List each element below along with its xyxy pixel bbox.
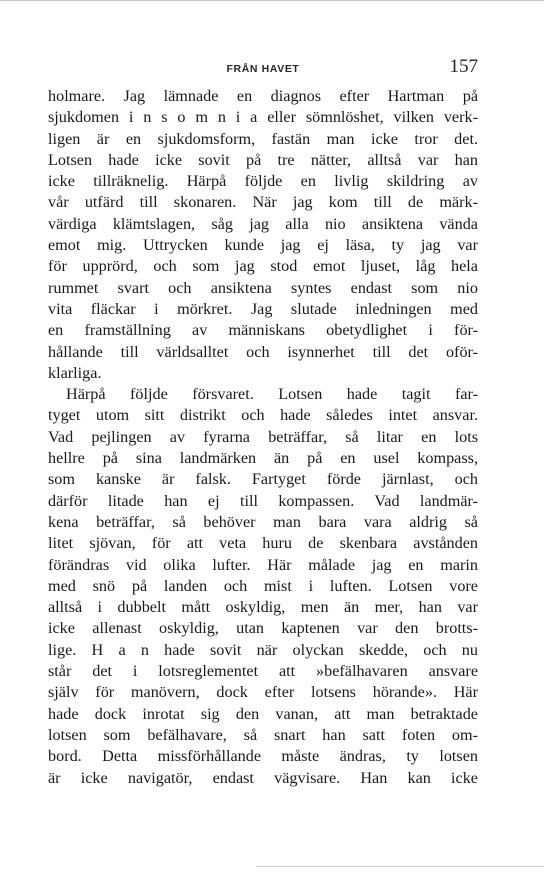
text-line: som kanske är falsk. Fartyget förde järnlast, och (48, 470, 478, 489)
text-line: emot mig. Uttrycken kunde jag ej läsa, ty jag var (48, 236, 478, 255)
running-head: FRÅN HAVET (226, 63, 300, 75)
text-line: hellre på sina landmärken än på en usel kompass, (48, 449, 478, 468)
text-line: ligen är en sjukdomsform, fastän man icke tror det. (48, 129, 478, 148)
text-line: vår utfärd till skonaren. När jag kom till de märk- (48, 193, 478, 212)
text-line: icke tillräknelig. Härpå följde en livlig skildring av (48, 172, 478, 191)
text-line: holmare. Jag lämnade en diagnos efter Hartman på (48, 87, 478, 105)
text-line: bord. Detta missförhållande måste ändras, ty lotsen (48, 747, 478, 766)
text-line: rummet svart och ansiktena syntes endast som nio (48, 278, 478, 297)
text-line: hade dock inrotat sig den vanan, att man betraktade (48, 704, 478, 723)
text-line: därför litade han ej till kompassen. Vad landmär- (48, 491, 478, 510)
text-line: lige. H a n hade sovit när olyckan skedde, och nu (48, 640, 478, 659)
text-line: förändras vid olika lufter. Här målade jag en marin (48, 555, 478, 574)
text-line: litet sjövan, för att veta huru de skenbara avstånden (48, 534, 478, 553)
text-line: lotsen som befälhavare, så snart han satt foten om- (48, 725, 478, 744)
page-number: 157 (449, 56, 478, 77)
text-line: vita fläckar i mörkret. Jag slutade inledningen med (48, 299, 478, 318)
text-line: är icke navigatör, endast vägvisare. Han kan icke (48, 768, 478, 787)
text-line-paragraph-start: Härpå följde försvaret. Lotsen hade tagit far- (66, 385, 478, 404)
text-line: kena beträffar, så behöver man bara vara aldrig så (48, 512, 478, 531)
text-line: med snö på landen och mist i luften. Lotsen vore (48, 576, 478, 595)
top-edge-rule (0, 0, 544, 1)
text-line: sjukdomen i n s o m n i a eller sömnlöshet, vilken verk- (48, 108, 478, 127)
text-line: hållande till världsalltet och isynnerhet till det oför- (48, 342, 478, 361)
text-line: själv för manövern, dock efter lotsens hörande». Här (48, 683, 478, 702)
text-line: klarliga. (48, 363, 102, 382)
text-line: för upprörd, och som jag stod emot ljuset, låg hela (48, 257, 478, 276)
text-line: tyget utom sitt distrikt och hade således intet ansvar. (48, 406, 478, 425)
bottom-edge-rule (256, 866, 544, 867)
text-line: alltså i dubbelt mått oskyldig, men än mer, han var (48, 598, 478, 617)
page-header (48, 56, 478, 80)
text-line: Lotsen hade icke sovit på tre nätter, alltså var han (48, 150, 478, 169)
text-line: Vad pejlingen av fyrarna beträffar, så litar en lots (48, 427, 478, 446)
text-line: en framställning av människans obetydlighet i för- (48, 321, 478, 340)
text-line: värdiga klämtslagen, såg jag alla nio ansiktena vända (48, 214, 478, 233)
text-line: står det i lotsreglementet att »befälhavaren ansvare (48, 662, 478, 681)
text-line: icke allenast oskyldig, utan kaptenen var den brotts- (48, 619, 478, 638)
body-text (48, 86, 478, 789)
